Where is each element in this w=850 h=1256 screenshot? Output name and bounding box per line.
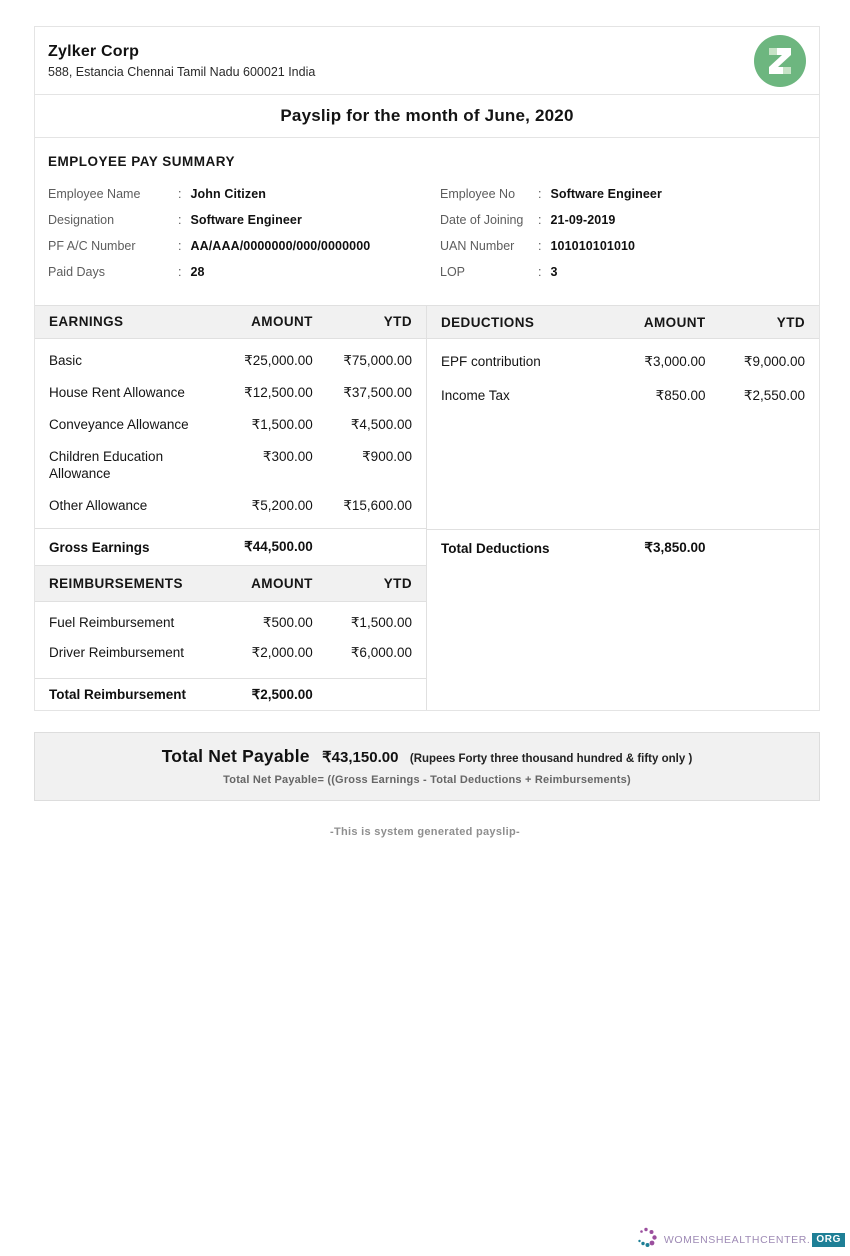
pay-tables <box>35 305 819 710</box>
earning-amount: ₹12,500.00 <box>244 385 313 401</box>
watermark <box>637 1226 845 1253</box>
net-payable-in-words: (Rupees Forty three thousand hundred & fifty only ) <box>409 753 693 765</box>
summary-field-value: Software Engineer <box>550 187 662 201</box>
deduction-amount: ₹3,000.00 <box>644 354 706 369</box>
total-reimbursement-label: Total Reimbursement <box>49 687 187 703</box>
summary-left-column <box>48 181 440 285</box>
net-payable-amount: ₹43,150.00 <box>322 749 399 766</box>
earning-ytd: ₹4,500.00 <box>350 417 412 433</box>
reimbursement-row <box>49 638 412 668</box>
earning-amount: ₹5,200.00 <box>251 497 313 513</box>
deductions-header-ytd: YTD <box>776 314 805 330</box>
summary-field-value: John Citizen <box>190 187 266 201</box>
net-payable-line <box>35 746 819 767</box>
summary-field <box>48 233 440 259</box>
watermark-text: WOMENSHEALTHCENTER. <box>663 1233 811 1246</box>
earning-ytd: ₹75,000.00 <box>343 352 412 368</box>
net-payable-label: Total Net Payable <box>161 746 310 766</box>
earning-name: House Rent Allowance <box>49 385 185 401</box>
reimbursement-ytd: ₹1,500.00 <box>350 615 412 631</box>
earning-name: Other Allowance <box>49 497 148 513</box>
deduction-row <box>441 345 805 379</box>
earnings-header-name: EARNINGS <box>49 314 124 330</box>
summary-field <box>48 207 440 233</box>
summary-field-colon: : <box>538 265 542 279</box>
summary-field-colon: : <box>178 213 182 227</box>
earning-amount: ₹25,000.00 <box>244 352 313 368</box>
gross-earnings-label: Gross Earnings <box>49 539 150 555</box>
reimbursement-name: Driver Reimbursement <box>49 645 185 661</box>
earnings-row <box>49 409 412 441</box>
summary-field-value: 101010101010 <box>550 239 636 253</box>
net-payable-formula: Total Net Payable= ((Gross Earnings - Total Deductions + Reimbursements) <box>223 774 631 786</box>
earning-ytd: ₹900.00 <box>362 449 412 465</box>
reimbursement-amount: ₹2,000.00 <box>251 645 313 661</box>
earnings-row <box>49 490 412 522</box>
summary-field-value: 21-09-2019 <box>550 213 616 227</box>
company-header <box>35 27 819 95</box>
summary-field-value: 3 <box>550 265 558 279</box>
earning-ytd: ₹37,500.00 <box>343 385 412 401</box>
total-deductions-label: Total Deductions <box>441 540 550 556</box>
summary-field <box>440 207 806 233</box>
gross-earnings-amount: ₹44,500.00 <box>244 539 313 555</box>
company-info <box>48 43 315 79</box>
reimbursement-row <box>49 608 412 638</box>
summary-field <box>48 181 440 207</box>
employee-pay-summary <box>35 138 819 305</box>
company-address: 588, Estancia Chennai Tamil Nadu 600021 India <box>48 64 316 79</box>
summary-field-value: Software Engineer <box>190 213 302 227</box>
reimbursement-name: Fuel Reimbursement <box>49 615 175 631</box>
deduction-name: Income Tax <box>441 388 510 404</box>
total-net-payable-box <box>34 732 820 801</box>
summary-field-colon: : <box>178 187 182 201</box>
reimbursements-header-name: REIMBURSEMENTS <box>49 576 183 592</box>
earning-name: Basic <box>49 352 83 368</box>
reimbursements-header-ytd: YTD <box>383 576 412 592</box>
deduction-ytd: ₹9,000.00 <box>743 354 805 369</box>
gross-earnings-row <box>35 528 426 565</box>
watermark-dots-icon <box>637 1226 661 1253</box>
earning-name: Children Education Allowance <box>49 449 164 481</box>
summary-field-label: LOP <box>440 265 466 279</box>
total-deductions-amount: ₹3,850.00 <box>644 540 706 555</box>
deduction-row <box>441 379 805 413</box>
summary-field-label: UAN Number <box>440 239 515 253</box>
total-reimbursement-amount: ₹2,500.00 <box>251 686 313 702</box>
summary-field <box>48 259 440 285</box>
summary-field <box>440 181 806 207</box>
summary-field-value: AA/AAA/0000000/000/0000000 <box>190 239 371 253</box>
earnings-table-header <box>35 306 426 339</box>
summary-field-colon: : <box>538 213 542 227</box>
earning-name: Conveyance Allowance <box>49 417 189 433</box>
summary-field <box>440 233 806 259</box>
summary-field-value: 28 <box>190 265 205 279</box>
earnings-column <box>35 306 426 710</box>
watermark-org-badge: ORG <box>812 1233 845 1247</box>
reimbursement-ytd: ₹6,000.00 <box>350 645 412 661</box>
deductions-empty-space <box>427 566 819 710</box>
payslip-title: Payslip for the month of June, 2020 <box>35 95 819 138</box>
summary-field-label: Paid Days <box>48 265 105 279</box>
deductions-table-body <box>427 339 819 529</box>
deduction-amount: ₹850.00 <box>655 388 706 404</box>
summary-field-label: Designation <box>48 213 115 227</box>
summary-field <box>440 259 806 285</box>
summary-field-label: Employee No <box>440 187 516 201</box>
earnings-row <box>49 345 412 377</box>
earnings-row <box>49 441 412 489</box>
summary-field-colon: : <box>538 239 542 253</box>
earning-amount: ₹300.00 <box>262 449 313 465</box>
reimbursements-table-header <box>35 565 426 602</box>
earning-ytd: ₹15,600.00 <box>343 497 412 513</box>
payslip-document <box>34 26 820 711</box>
deductions-header-name: DEDUCTIONS <box>441 314 535 330</box>
earnings-row <box>49 377 412 409</box>
deductions-table-header <box>427 306 819 339</box>
deduction-name: EPF contribution <box>441 354 541 369</box>
total-reimbursement-row <box>35 678 426 710</box>
deduction-ytd: ₹2,550.00 <box>743 388 805 404</box>
reimbursements-table-body <box>35 602 426 678</box>
summary-right-column <box>440 181 806 285</box>
total-deductions-row <box>427 529 819 566</box>
company-name: Zylker Corp <box>48 42 140 60</box>
earning-amount: ₹1,500.00 <box>251 417 313 433</box>
summary-heading: EMPLOYEE PAY SUMMARY <box>48 154 236 169</box>
reimbursement-amount: ₹500.00 <box>262 615 313 631</box>
company-logo-icon <box>754 35 806 87</box>
system-generated-note: -This is system generated payslip- <box>330 826 520 838</box>
deductions-header-amount: AMOUNT <box>643 314 706 330</box>
deductions-column <box>426 306 819 710</box>
reimbursements-header-amount: AMOUNT <box>251 576 313 592</box>
summary-field-colon: : <box>178 265 182 279</box>
summary-field-colon: : <box>178 239 182 253</box>
earnings-header-ytd: YTD <box>383 314 412 330</box>
summary-field-label: Employee Name <box>48 187 141 201</box>
summary-field-label: Date of Joining <box>440 213 524 227</box>
earnings-header-amount: AMOUNT <box>251 314 313 330</box>
summary-field-label: PF A/C Number <box>48 239 136 253</box>
summary-field-colon: : <box>538 187 542 201</box>
earnings-table-body <box>35 339 426 529</box>
